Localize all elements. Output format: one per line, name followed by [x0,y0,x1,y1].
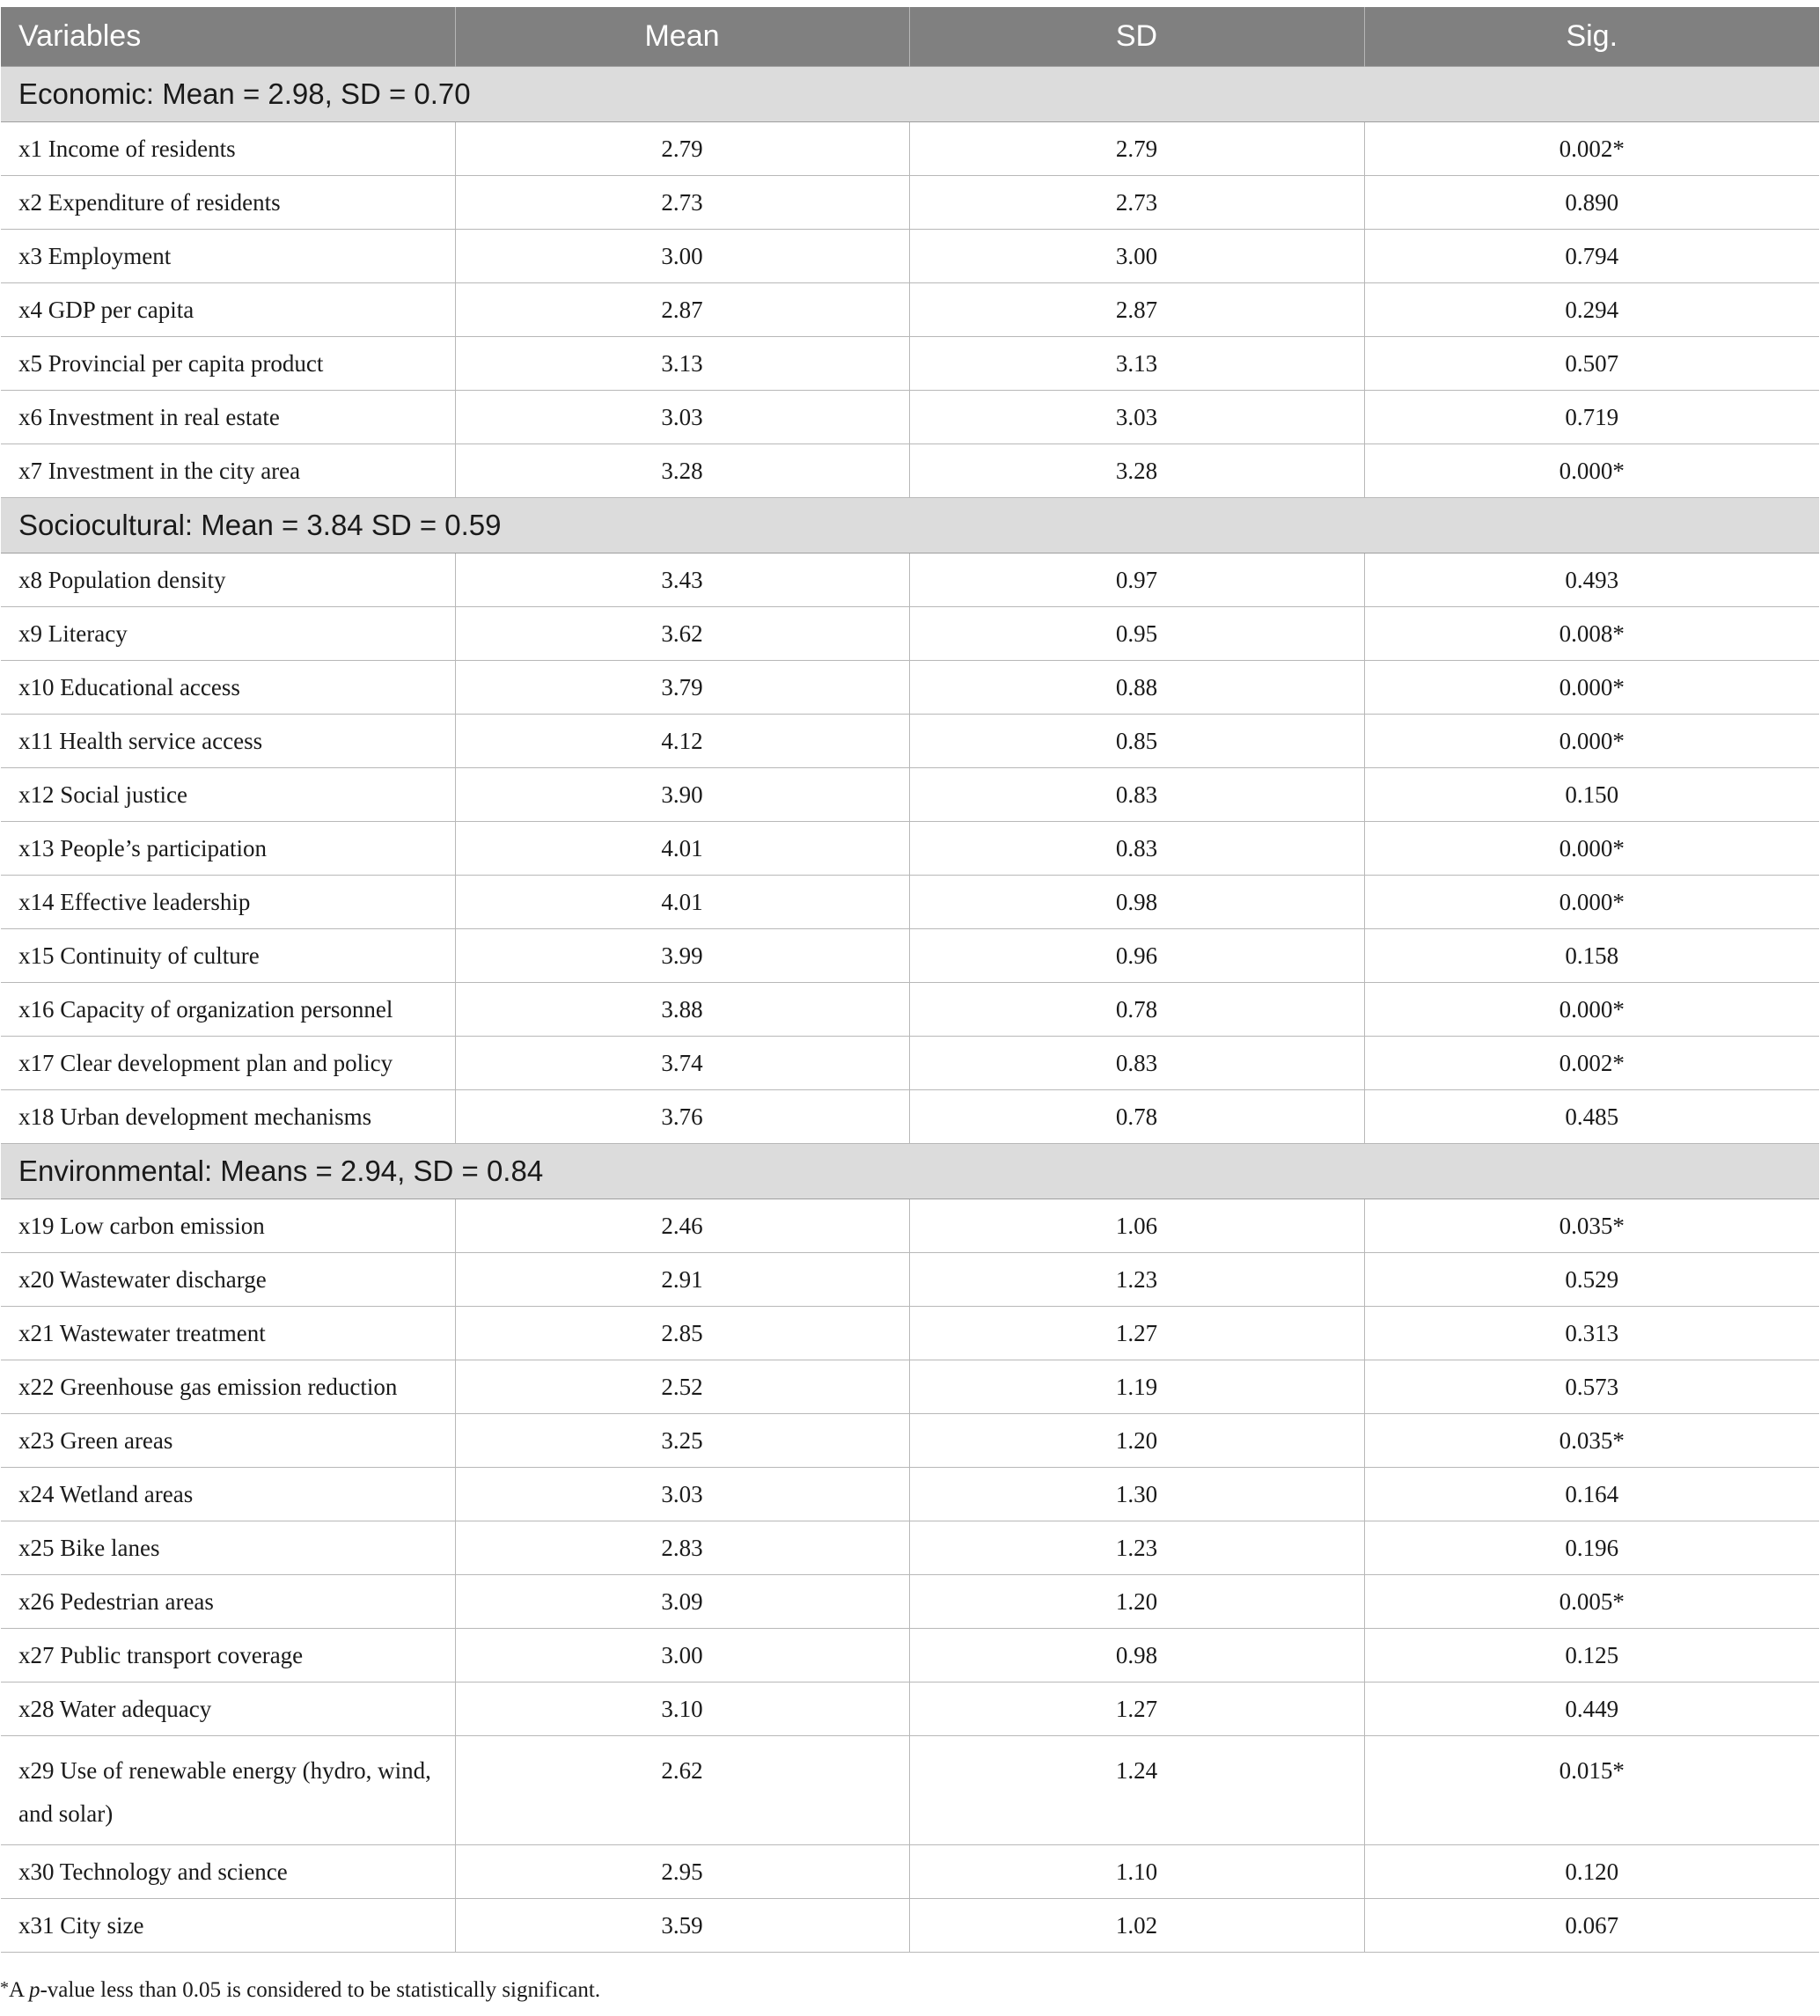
cell-mean: 3.90 [455,768,909,822]
cell-variable: x14 Effective leadership [1,876,455,929]
footnote-symbol: * [0,1978,9,1998]
group-header-row [1,498,1819,553]
results-table [1,7,1819,1953]
cell-sd: 0.95 [909,607,1364,661]
table-footnote [0,1978,600,2003]
table-container [0,7,1820,1953]
table-body [1,67,1819,1953]
cell-sig: 0.890 [1364,176,1819,230]
cell-mean: 2.73 [455,176,909,230]
header-row [1,7,1819,67]
cell-mean: 3.99 [455,929,909,983]
table-row [1,822,1819,876]
cell-variable: x19 Low carbon emission [1,1199,455,1253]
cell-sig: 0.015* [1364,1736,1819,1845]
cell-mean: 3.25 [455,1414,909,1468]
footnote-text: -value less than 0.05 is considered to be statistically significant. [40,1978,601,2002]
cell-sd: 0.78 [909,983,1364,1037]
table-row [1,553,1819,607]
cell-sig: 0.035* [1364,1199,1819,1253]
cell-sig: 0.002* [1364,1037,1819,1090]
cell-variable: x16 Capacity of organization personnel [1,983,455,1037]
cell-sd: 3.13 [909,337,1364,391]
cell-sig: 0.000* [1364,983,1819,1037]
cell-variable: x23 Green areas [1,1414,455,1468]
cell-variable: x18 Urban development mechanisms [1,1090,455,1144]
cell-variable: x22 Greenhouse gas emission reduction [1,1360,455,1414]
cell-sd: 0.88 [909,661,1364,715]
cell-mean: 2.95 [455,1845,909,1899]
cell-mean: 3.74 [455,1037,909,1090]
cell-sd: 0.85 [909,715,1364,768]
table-row [1,230,1819,283]
cell-variable: x29 Use of renewable energy (hydro, wind, and solar) [1,1736,455,1845]
cell-sig: 0.794 [1364,230,1819,283]
cell-variable: x26 Pedestrian areas [1,1575,455,1629]
cell-variable: x2 Expenditure of residents [1,176,455,230]
cell-sd: 2.87 [909,283,1364,337]
cell-mean: 3.09 [455,1575,909,1629]
table-row [1,1253,1819,1307]
table-row [1,1629,1819,1682]
table-row [1,1899,1819,1953]
cell-sig: 0.008* [1364,607,1819,661]
cell-mean: 2.79 [455,122,909,176]
table-row [1,715,1819,768]
cell-mean: 3.76 [455,1090,909,1144]
table-row [1,1736,1819,1845]
cell-sd: 2.79 [909,122,1364,176]
cell-sd: 2.73 [909,176,1364,230]
cell-mean: 3.00 [455,230,909,283]
group-title: Environmental: Means = 2.94, SD = 0.84 [1,1144,1819,1199]
cell-mean: 3.59 [455,1899,909,1953]
cell-sd: 3.28 [909,444,1364,498]
table-row [1,983,1819,1037]
table-row [1,1307,1819,1360]
cell-sig: 0.125 [1364,1629,1819,1682]
table-row [1,444,1819,498]
cell-sig: 0.000* [1364,661,1819,715]
cell-sd: 3.03 [909,391,1364,444]
table-header [1,7,1819,67]
table-row [1,1521,1819,1575]
group-header-row [1,67,1819,122]
cell-sig: 0.120 [1364,1845,1819,1899]
cell-sig: 0.313 [1364,1307,1819,1360]
cell-mean: 3.03 [455,1468,909,1521]
cell-sd: 1.27 [909,1307,1364,1360]
cell-variable: x15 Continuity of culture [1,929,455,983]
cell-sig: 0.507 [1364,337,1819,391]
cell-sd: 1.23 [909,1521,1364,1575]
cell-mean: 3.28 [455,444,909,498]
cell-sd: 1.02 [909,1899,1364,1953]
cell-sd: 1.24 [909,1736,1364,1845]
cell-sig: 0.000* [1364,876,1819,929]
cell-sd: 1.23 [909,1253,1364,1307]
cell-variable: x17 Clear development plan and policy [1,1037,455,1090]
cell-mean: 3.10 [455,1682,909,1736]
cell-sd: 0.98 [909,1629,1364,1682]
cell-sig: 0.000* [1364,715,1819,768]
cell-sd: 0.98 [909,876,1364,929]
cell-sd: 1.27 [909,1682,1364,1736]
cell-sig: 0.000* [1364,822,1819,876]
cell-mean: 2.52 [455,1360,909,1414]
cell-sig: 0.529 [1364,1253,1819,1307]
cell-mean: 3.43 [455,553,909,607]
table-row [1,1199,1819,1253]
footnote-prefix: A [9,1978,29,2002]
cell-mean: 2.91 [455,1253,909,1307]
cell-variable: x13 People’s participation [1,822,455,876]
cell-sd: 0.83 [909,768,1364,822]
cell-variable: x6 Investment in real estate [1,391,455,444]
cell-variable: x1 Income of residents [1,122,455,176]
cell-sig: 0.035* [1364,1414,1819,1468]
cell-mean: 2.83 [455,1521,909,1575]
table-row [1,661,1819,715]
cell-sd: 1.10 [909,1845,1364,1899]
group-title: Sociocultural: Mean = 3.84 SD = 0.59 [1,498,1819,553]
cell-variable: x7 Investment in the city area [1,444,455,498]
cell-sig: 0.002* [1364,122,1819,176]
cell-mean: 3.79 [455,661,909,715]
group-header-row [1,1144,1819,1199]
cell-variable: x24 Wetland areas [1,1468,455,1521]
cell-variable: x20 Wastewater discharge [1,1253,455,1307]
table-row [1,1845,1819,1899]
table-row [1,391,1819,444]
cell-sig: 0.150 [1364,768,1819,822]
cell-variable: x12 Social justice [1,768,455,822]
cell-sig: 0.493 [1364,553,1819,607]
cell-sig: 0.067 [1364,1899,1819,1953]
table-row [1,283,1819,337]
cell-mean: 3.13 [455,337,909,391]
group-title: Economic: Mean = 2.98, SD = 0.70 [1,67,1819,122]
header-mean: Mean [455,7,909,67]
footnote-p-letter: p [28,1978,40,2002]
cell-sd: 0.83 [909,1037,1364,1090]
cell-variable: x30 Technology and science [1,1845,455,1899]
cell-sd: 0.97 [909,553,1364,607]
cell-mean: 2.87 [455,283,909,337]
cell-variable: x8 Population density [1,553,455,607]
cell-sd: 1.19 [909,1360,1364,1414]
cell-sd: 0.78 [909,1090,1364,1144]
cell-mean: 2.62 [455,1736,909,1845]
cell-sig: 0.196 [1364,1521,1819,1575]
header-variables: Variables [1,7,455,67]
cell-mean: 3.88 [455,983,909,1037]
table-row [1,1414,1819,1468]
cell-variable: x25 Bike lanes [1,1521,455,1575]
table-row [1,1090,1819,1144]
cell-sd: 3.00 [909,230,1364,283]
table-row [1,176,1819,230]
cell-variable: x9 Literacy [1,607,455,661]
table-row [1,1682,1819,1736]
cell-variable: x21 Wastewater treatment [1,1307,455,1360]
cell-sig: 0.164 [1364,1468,1819,1521]
cell-variable: x27 Public transport coverage [1,1629,455,1682]
cell-sig: 0.294 [1364,283,1819,337]
table-row [1,607,1819,661]
cell-sig: 0.449 [1364,1682,1819,1736]
cell-sig: 0.005* [1364,1575,1819,1629]
table-row [1,768,1819,822]
table-row [1,1575,1819,1629]
cell-variable: x4 GDP per capita [1,283,455,337]
table-row [1,337,1819,391]
cell-variable: x11 Health service access [1,715,455,768]
cell-sd: 0.83 [909,822,1364,876]
table-row [1,122,1819,176]
cell-mean: 2.85 [455,1307,909,1360]
cell-variable: x31 City size [1,1899,455,1953]
table-row [1,1037,1819,1090]
header-sig: Sig. [1364,7,1819,67]
table-row [1,1468,1819,1521]
cell-sig: 0.000* [1364,444,1819,498]
cell-variable: x3 Employment [1,230,455,283]
cell-sig: 0.158 [1364,929,1819,983]
cell-sig: 0.719 [1364,391,1819,444]
cell-mean: 4.01 [455,822,909,876]
table-row [1,1360,1819,1414]
cell-mean: 2.46 [455,1199,909,1253]
cell-variable: x10 Educational access [1,661,455,715]
cell-mean: 3.00 [455,1629,909,1682]
cell-mean: 4.12 [455,715,909,768]
cell-variable: x5 Provincial per capita product [1,337,455,391]
cell-sd: 1.06 [909,1199,1364,1253]
table-row [1,929,1819,983]
cell-mean: 3.62 [455,607,909,661]
cell-mean: 4.01 [455,876,909,929]
cell-variable: x28 Water adequacy [1,1682,455,1736]
cell-sig: 0.573 [1364,1360,1819,1414]
cell-mean: 3.03 [455,391,909,444]
cell-sd: 1.20 [909,1414,1364,1468]
header-sd: SD [909,7,1364,67]
cell-sd: 0.96 [909,929,1364,983]
cell-sig: 0.485 [1364,1090,1819,1144]
cell-sd: 1.20 [909,1575,1364,1629]
table-row [1,876,1819,929]
cell-sd: 1.30 [909,1468,1364,1521]
